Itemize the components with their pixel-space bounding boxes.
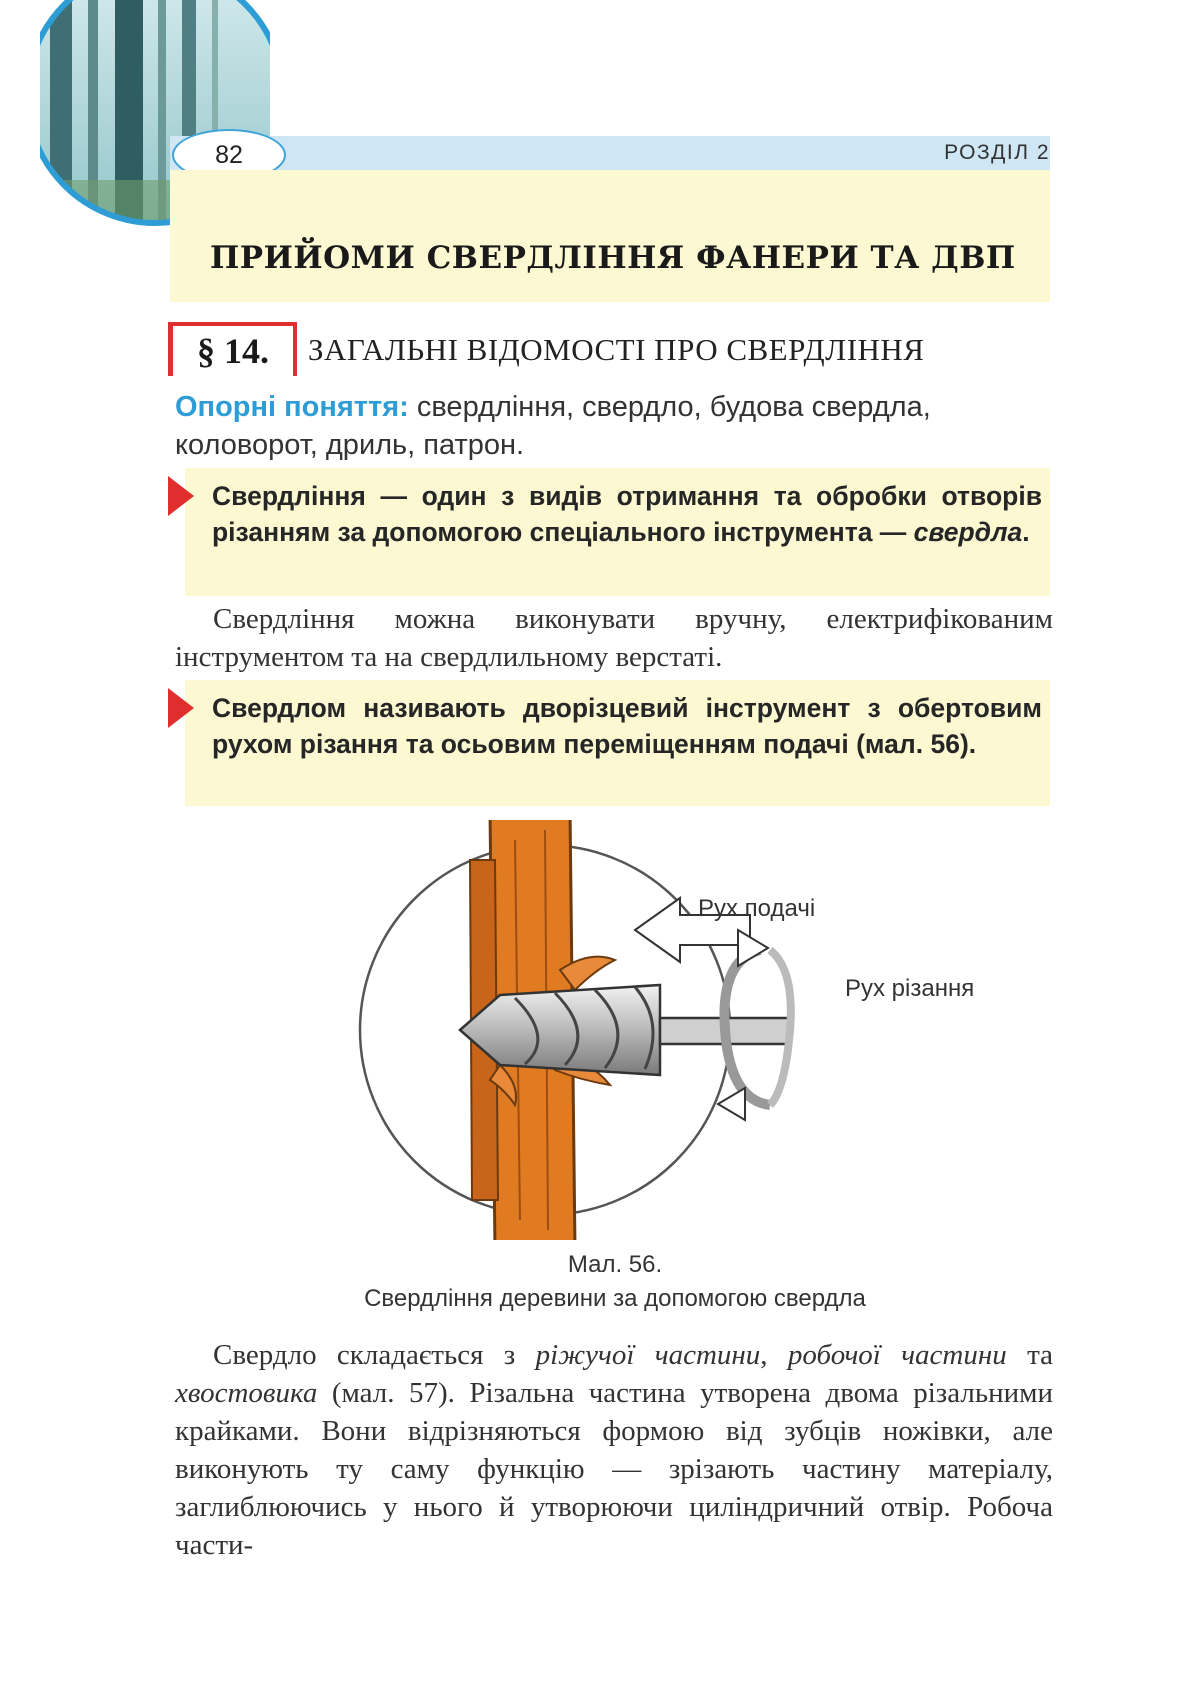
text-segment: (мал. 57). Різальна частина утворена двома різальними крайками. Вони відрізняються формою від зубців ножівки, але виконують ту саму функцію — зрізають частину матеріалу, заглиблюючись у нього й утворюючи циліндричний отвір. Робоча части- [175,1377,1053,1561]
definition-term: свердла [913,517,1023,547]
definition-drilling [212,478,1042,550]
section-label: РОЗДІЛ 2 [944,141,1050,164]
text-segment: , [760,1339,788,1371]
figure-caption-number: Мал. 56. [567,1251,663,1278]
figure-caption-text: Свердління деревини за допомогою свердла [364,1285,866,1312]
paragraph-number: § 14. [168,322,297,376]
paragraph-title: ЗАГАЛЬНІ ВІДОМОСТІ ПРО СВЕРДЛІННЯ [308,332,925,367]
definition-text: Свердління — один з видів отримання та обробки отворів різанням за допомогою спеціального інструмента — [212,481,1042,547]
header-band [170,136,1050,170]
key-concepts-text: свердління, свердло, будова свердла, коловорот, дриль, патрон. [175,391,931,461]
term-working-part: робочої частини [787,1339,1007,1371]
cutting-motion-label: Рух різання [845,975,975,1002]
body-paragraph [175,1336,1053,1564]
term-cutting-part: ріжучої частини [535,1339,761,1371]
text-segment: Свердло складається з [213,1339,536,1371]
definition-marker-icon [168,476,194,516]
page-number: 82 [172,129,286,181]
definition-end: . [1022,517,1030,547]
body-paragraph: Свердління можна виконувати вручну, електрифікованим інструментом та на свердлильному верстаті. [175,603,1053,673]
definition-marker-icon [168,688,194,728]
key-concepts-label: Опорні поняття: [175,391,409,423]
chapter-band [170,170,1050,302]
drilling-illustration [350,820,1030,1240]
term-shank: хвостовика [175,1377,318,1409]
definition-drill: Свердлом називають дворізцевий інструмент з обертовим рухом різання та осьовим переміщенням подачі (мал. 56). [212,693,1042,759]
chapter-title: ПРИЙОМИ СВЕРДЛІННЯ ФАНЕРИ ТА ДВП [210,240,1016,276]
text-segment: та [1006,1339,1054,1371]
key-concepts [175,388,1055,464]
feed-motion-label: Рух подачі [698,895,816,922]
